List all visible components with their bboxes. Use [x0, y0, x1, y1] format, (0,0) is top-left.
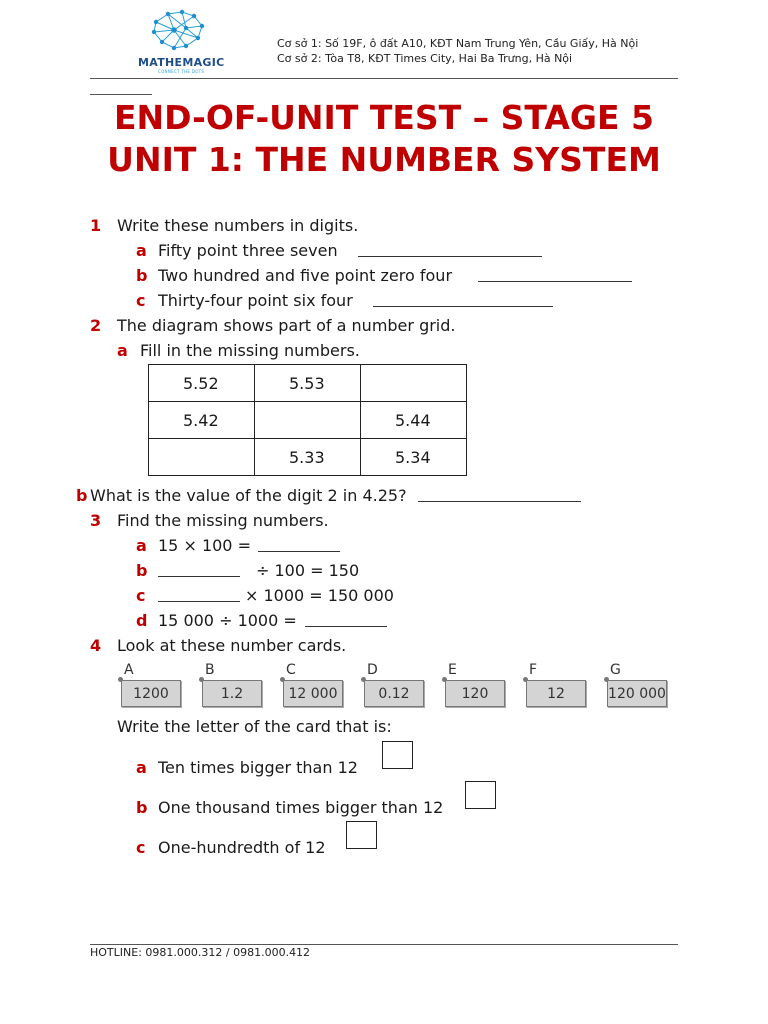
header-divider-stub — [90, 94, 152, 95]
question-4b-answer-box[interactable] — [465, 781, 496, 809]
question-1c-answer-line[interactable] — [373, 292, 553, 307]
question-4-number: 4 — [90, 636, 102, 655]
grid-cell: 5.33 — [255, 439, 361, 476]
card-a: 1200 — [121, 680, 181, 707]
question-2-number: 2 — [90, 316, 102, 335]
card-b: 1.2 — [202, 680, 262, 707]
question-1c-label: c — [136, 291, 146, 310]
question-4c-answer-box[interactable] — [346, 821, 377, 849]
grid-cell-blank[interactable] — [149, 439, 255, 476]
question-3d-answer-line[interactable] — [305, 612, 387, 627]
card-b-letter: B — [205, 662, 215, 678]
question-3d-text: 15 000 ÷ 1000 = — [158, 611, 297, 630]
question-3b-label: b — [136, 561, 148, 580]
card-d-letter: D — [367, 662, 378, 678]
grid-cell-blank[interactable] — [361, 365, 467, 402]
card-e-letter: E — [448, 662, 457, 678]
grid-cell: 5.44 — [361, 402, 467, 439]
question-3b-text: ÷ 100 = 150 — [256, 561, 360, 580]
question-1a-answer-line[interactable] — [358, 242, 542, 257]
question-2b-text: What is the value of the digit 2 in 4.25? — [90, 486, 407, 505]
footer-divider — [90, 944, 678, 945]
question-3-number: 3 — [90, 511, 102, 530]
question-3c-label: c — [136, 586, 146, 605]
question-4-instruction: Write the letter of the card that is: — [117, 717, 392, 736]
question-4a-answer-box[interactable] — [382, 741, 413, 769]
question-1c-text: Thirty-four point six four — [158, 291, 353, 310]
question-1a-label: a — [136, 241, 147, 260]
question-4a-text: Ten times bigger than 12 — [158, 758, 358, 777]
question-2b-label: b — [76, 486, 88, 505]
grid-row — [149, 365, 467, 402]
grid-row — [149, 439, 467, 476]
question-2-text: The diagram shows part of a number grid. — [117, 316, 456, 335]
card-d: 0.12 — [364, 680, 424, 707]
address-line-2: Cơ sở 2: Tòa T8, KĐT Times City, Hai Ba Trưng, Hà Nội — [277, 52, 573, 65]
question-3d-label: d — [136, 611, 148, 630]
question-3a-text: 15 × 100 = — [158, 536, 251, 555]
footer-hotline: HOTLINE: 0981.000.312 / 0981.000.412 — [90, 946, 311, 959]
question-1b-answer-line[interactable] — [478, 267, 632, 282]
card-g: 120 000 — [607, 680, 667, 707]
address-line-1: Cơ sở 1: Số 19F, ô đất A10, KĐT Nam Trung Yên, Cầu Giấy, Hà Nội — [277, 37, 639, 50]
card-a-letter: A — [124, 662, 134, 678]
grid-cell: 5.53 — [255, 365, 361, 402]
card-e: 120 — [445, 680, 505, 707]
header-divider — [90, 78, 678, 79]
question-1b-text: Two hundred and five point zero four — [158, 266, 453, 285]
question-3a-answer-line[interactable] — [258, 537, 340, 552]
page-title-line-2: UNIT 1: THE NUMBER SYSTEM — [107, 140, 661, 179]
grid-cell-blank[interactable] — [255, 402, 361, 439]
logo-text: MATHEMAGIC — [138, 56, 225, 69]
grid-cell: 5.42 — [149, 402, 255, 439]
card-f-letter: F — [529, 662, 538, 678]
question-4c-label: c — [136, 838, 146, 857]
card-c-letter: C — [286, 662, 296, 678]
question-4b-text: One thousand times bigger than 12 — [158, 798, 444, 817]
question-4c-text: One-hundredth of 12 — [158, 838, 326, 857]
card-c: 12 000 — [283, 680, 343, 707]
question-1b-label: b — [136, 266, 148, 285]
logo-tagline: CONNECT THE DOTS — [158, 69, 205, 74]
grid-cell: 5.52 — [149, 365, 255, 402]
card-g-letter: G — [610, 662, 621, 678]
question-4a-label: a — [136, 758, 147, 777]
question-4-text: Look at these number cards. — [117, 636, 347, 655]
grid-row — [149, 402, 467, 439]
question-1-text: Write these numbers in digits. — [117, 216, 359, 235]
question-1-number: 1 — [90, 216, 102, 235]
question-4b-label: b — [136, 798, 148, 817]
question-3b-answer-line[interactable] — [158, 562, 240, 577]
question-3a-label: a — [136, 536, 147, 555]
question-2a-text: Fill in the missing numbers. — [140, 341, 360, 360]
page-title-line-1: END-OF-UNIT TEST – STAGE 5 — [114, 98, 654, 137]
question-2b-answer-line[interactable] — [418, 487, 581, 502]
logo-network-icon — [134, 8, 224, 53]
question-3c-text: × 1000 = 150 000 — [245, 586, 394, 605]
question-3c-answer-line[interactable] — [158, 587, 240, 602]
question-2a-label: a — [117, 341, 128, 360]
grid-cell: 5.34 — [361, 439, 467, 476]
question-1a-text: Fifty point three seven — [158, 241, 338, 260]
question-3-text: Find the missing numbers. — [117, 511, 329, 530]
logo — [134, 8, 224, 72]
card-f: 12 — [526, 680, 586, 707]
number-grid — [148, 364, 467, 476]
